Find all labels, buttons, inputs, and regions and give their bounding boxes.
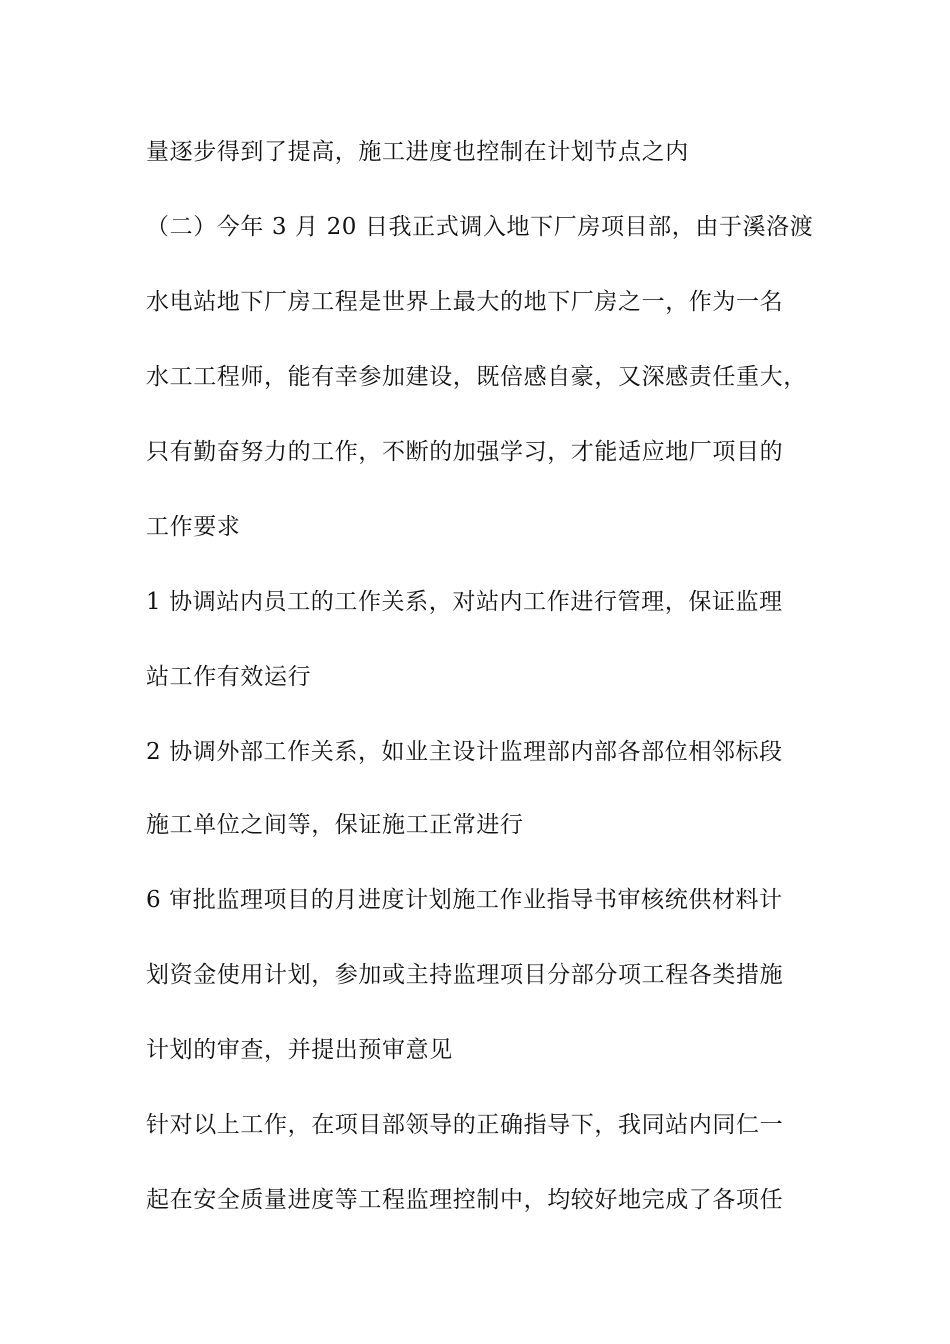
- text-line: 起在安全质量进度等工程监理控制中，均较好地完成了各项任: [146, 1187, 784, 1213]
- text-line: （二）今年 3 月 20 日我正式调入地下厂房项目部，由于溪洛渡: [146, 214, 814, 240]
- text-line: 只有勤奋努力的工作，不断的加强学习，才能适应地厂项目的: [146, 439, 784, 465]
- text-line: 水工工程师，能有幸参加建设，既倍感自豪，又深感责任重大，: [146, 364, 807, 390]
- text-line: 计划的审查，并提出预审意见: [146, 1037, 453, 1063]
- text-line: 划资金使用计划，参加或主持监理项目分部分项工程各类措施: [146, 962, 784, 988]
- text-line: 量逐步得到了提高，施工进度也控制在计划节点之内: [146, 139, 689, 165]
- text-line: 水电站地下厂房工程是世界上最大的地下厂房之一，作为一名: [146, 289, 784, 315]
- text-line: 施工单位之间等，保证施工正常进行: [146, 812, 524, 838]
- text-line: 1 协调站内员工的工作关系，对站内工作进行管理，保证监理: [146, 589, 783, 615]
- text-line: 6 审批监理项目的月进度计划施工作业指导书审核统供材料计: [146, 887, 783, 913]
- text-line: 2 协调外部工作关系，如业主设计监理部内部各部位相邻标段: [146, 739, 783, 765]
- text-line: 针对以上工作，在项目部领导的正确指导下，我同站内同仁一: [146, 1112, 784, 1138]
- text-line: 工作要求: [146, 514, 241, 540]
- text-line: 站工作有效运行: [146, 664, 312, 690]
